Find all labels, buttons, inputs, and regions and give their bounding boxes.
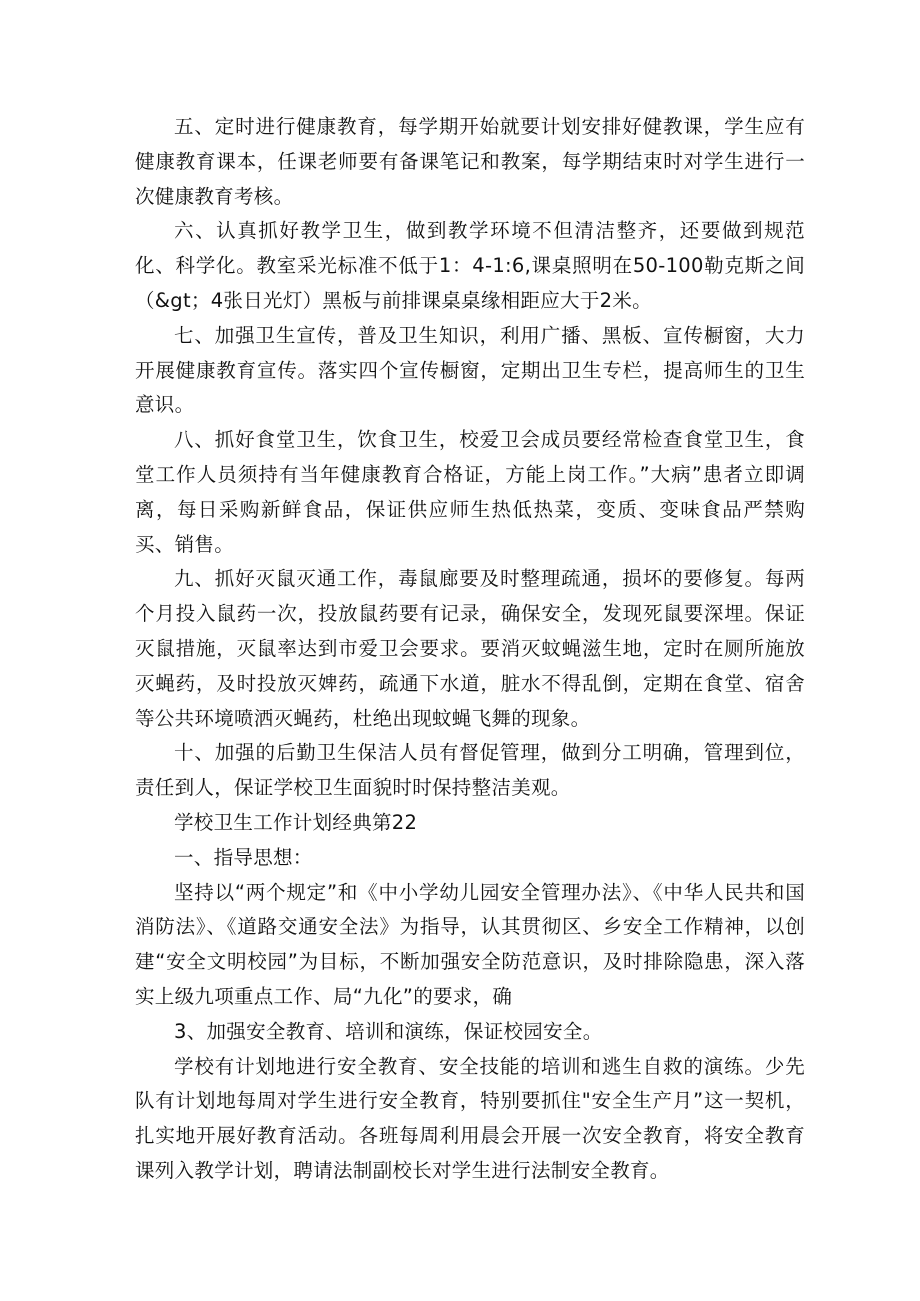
paragraph-safety-education: 学校有计划地进行安全教育、安全技能的培训和逃生自救的演练。少先队有计划地每周对学生进行安全教育，特别要抓住"安全生产月”这一契机，扎实地开展好教育活动。各班每周利用晨会开展一次安全教育，将安全教育课列入教学计划，聘请法制副校长对学生进行法制安全教育。: [135, 1054, 805, 1182]
paragraph-item-7: 七、加强卫生宣传，普及卫生知识，利用广播、黑板、宣传橱窗，大力开展健康教育宣传。落实四个宣传橱窗，定期出卫生专栏，提高师生的卫生意识。: [135, 323, 805, 417]
subsection-heading-safety-education: 3、加强安全教育、培训和演练，保证校园安全。: [174, 1019, 603, 1043]
document-body: [135, 110, 805, 1189]
paragraph-item-9: 九、抓好灭鼠灭通工作，毒鼠廊要及时整理疏通，损坏的要修复。每两个月投入鼠药一次，投放鼠药要有记录，确保安全，发现死鼠要深埋。保证灭鼠措施，灭鼠率达到市爱卫会要求。要消灭蚊蝇滋生地，定时在厕所施放灭蝇药，及时投放灭婢药，疏通下水道，脏水不得乱倒，定期在食堂、宿舍等公共环境喷洒灭蝇药，杜绝出现蚊蝇飞舞的现象。: [135, 567, 805, 730]
paragraph-guiding-ideology: 坚持以“两个规定”和《中小学幼儿园安全管理办法》、《中华人民共和国消防法》、《道路交通安全法》为指导，认其贯彻区、乡安全工作精神，以创建“安全文明校园”为目标，不断加强安全防范意识，及时排除隐患，深入落实上级九项重点工作、局“九化”的要求，确: [135, 880, 805, 1008]
paragraph-item-5: 五、定时进行健康教育，每学期开始就要计划安排好健教课，学生应有健康教育课本，任课老师要有备课笔记和教案，每学期结束时对学生进行一次健康教育考核。: [135, 115, 805, 208]
paragraph-item-10: 十、加强的后勤卫生保洁人员有督促管理，做到分工明确，管理到位，责任到人，保证学校卫生面貌时时保持整洁美观。: [135, 741, 805, 800]
subsection-heading-guiding-ideology: 一、指导思想：: [174, 845, 313, 869]
paragraph-item-8: 八、抓好食堂卫生，饮食卫生，校爱卫会成员要经常检查食堂卫生，食堂工作人员须持有当年健康教育合格证，方能上岗工作。”大病”患者立即调离，每日采购新鲜食品，保证供应师生热低热菜，变质、变味食品严禁购买、销售。: [135, 428, 805, 556]
section-title: 学校卫生工作计划经典第22: [174, 810, 418, 834]
paragraph-item-6: 六、认真抓好教学卫生，做到教学环境不但清洁整齐，还要做到规范化、科学化。教室采光标准不低于1：4-1:6,课桌照明在50-100勒克斯之间（&gt；4张日光灯）黑板与前排课桌桌缘相距应大于2米。: [135, 219, 805, 312]
